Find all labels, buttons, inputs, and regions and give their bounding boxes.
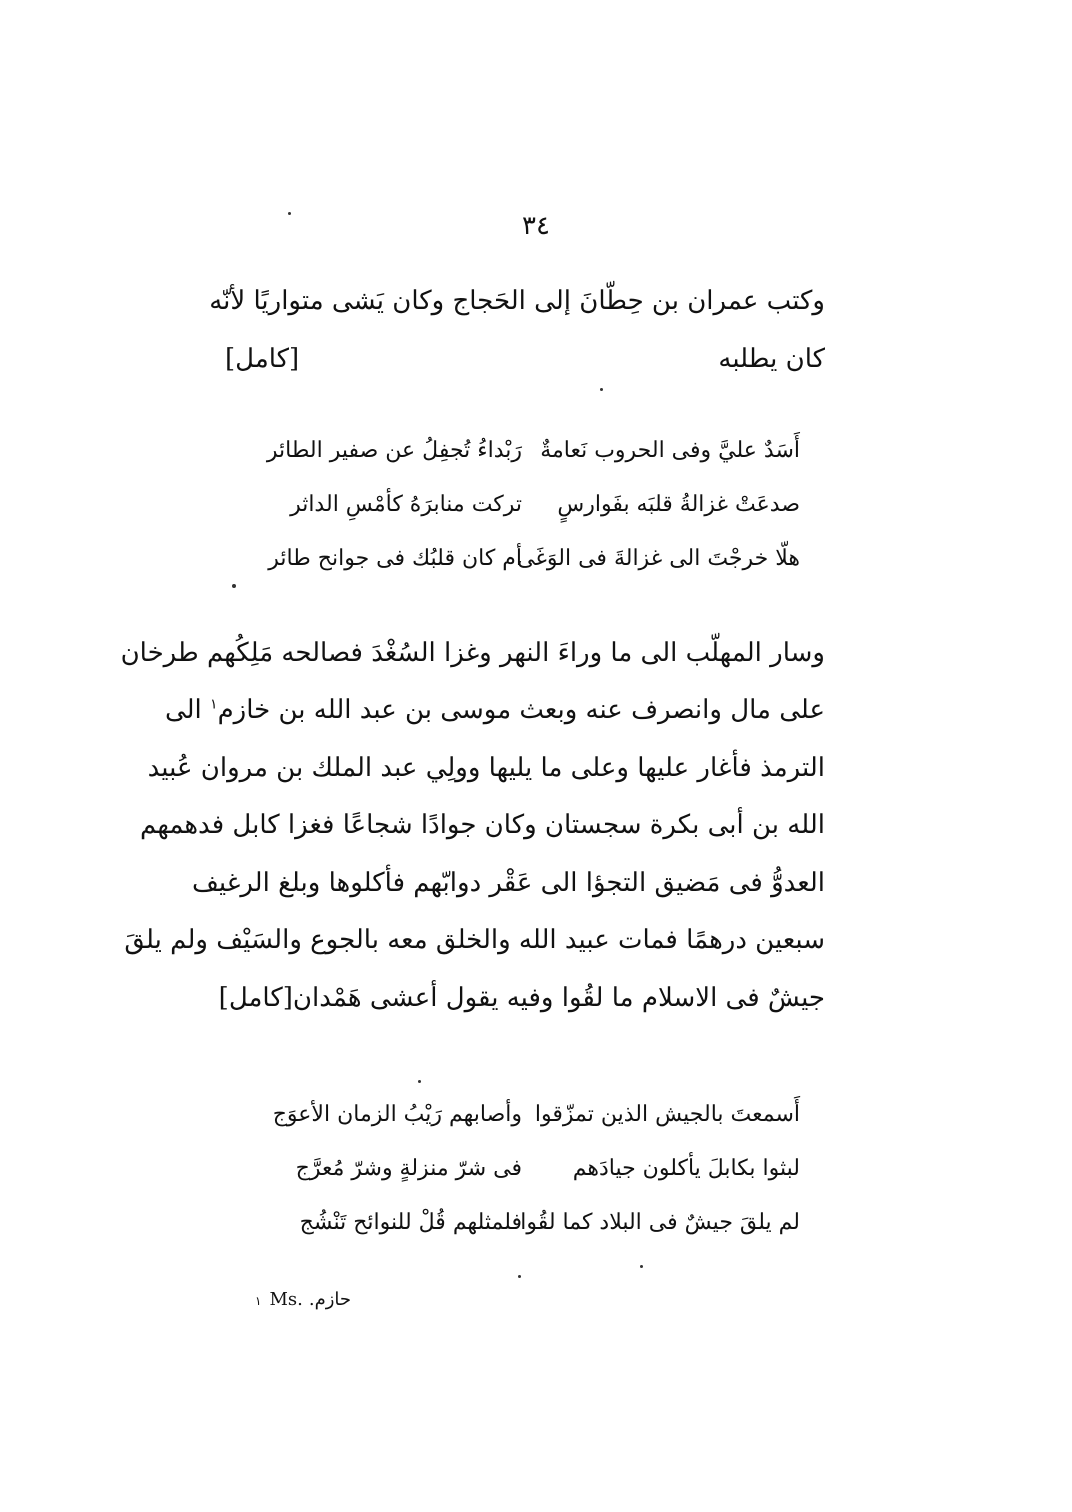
poem-1-verse-3 [255, 532, 800, 586]
scan-speck [232, 584, 236, 588]
main-line-5 [191, 854, 825, 912]
main-line-3-text: الترمذ فأغار عليها وعلى ما يليها وولِي عبد الملك بن مروان عُبيد [147, 752, 825, 783]
main-line-1-text: وسار المهلّب الى ما وراءَ النهر وغزا السُغْدَ فصالحه مَلِكُهم طرخان [120, 637, 825, 668]
poem-2-verse-3-first: لم يلقَ جيشٌ فى البلاد كما لقُوا [520, 1210, 800, 1235]
poem-2-verse-2-first: لبثوا بكابلَ يأكلون جيادَهم [572, 1156, 800, 1181]
footnote [255, 1283, 455, 1317]
poem-1-verse-1 [255, 424, 800, 478]
main-paragraph [120, 624, 825, 1027]
poem-2 [255, 1088, 800, 1250]
footnote-reference[interactable]: ١ [210, 696, 218, 713]
poem-1-verse-2 [255, 478, 800, 532]
poem-2-verse-2 [255, 1142, 800, 1196]
main-line-5-text: العدوُّ فى مَضيق التجؤا الى عَقْر دوابّهم فأكلوها وبلغ الرغيف [191, 867, 825, 898]
poem-2-verse-1-first: أَسمعتَ بالجيش الذين تمزّقوا [534, 1102, 800, 1127]
poem-1-verse-2-second: تركت منابرَهُ كأمْسِ الداثر [290, 492, 523, 517]
main-meter-label: [كامل] [218, 982, 293, 1013]
main-line-6 [124, 912, 825, 970]
main-line-1 [120, 624, 825, 682]
main-line-4 [140, 797, 825, 855]
intro-line-2 [225, 330, 825, 388]
poem-2-verse-3 [255, 1196, 800, 1250]
intro-paragraph [209, 272, 825, 388]
main-line-6-text: سبعين درهمًا فمات عبيد الله والخلق معه بالجوع والسَيْف ولم يلقَ [124, 925, 825, 956]
intro-line-1 [209, 272, 825, 330]
footnote-mark: ١ [255, 1294, 262, 1308]
main-line-7 [218, 969, 825, 1027]
intro-line-2-text: كان يطلبه [718, 344, 825, 374]
poem-1-verse-2-first: صدعَتْ غزالةُ قلبَه بفَوارسٍ [557, 492, 800, 517]
poem-1-verse-1-second: رَبْداءُ تُجفِلُ عن صفير الطائر [266, 438, 523, 463]
poem-1-verse-3-second: أم كان قلبُك فى جوانح طائر [268, 546, 523, 571]
page-number: ٣٤ [522, 211, 550, 241]
poem-2-verse-1 [255, 1088, 800, 1142]
scan-speck [640, 1265, 643, 1268]
main-line-2-end: الى [164, 695, 202, 726]
footnote-ms-abbrev: Ms. [269, 1289, 303, 1310]
scan-speck [418, 1080, 421, 1083]
main-line-4-text: الله بن أبى بكرة سجستان وكان جوادًا شجاعًا فغزا كابل فدهمهم [140, 810, 825, 841]
main-line-2 [164, 682, 825, 740]
scan-speck [288, 212, 291, 215]
scan-speck [600, 388, 603, 391]
main-line-2-text: على مال وانصرف عنه وبعث موسى بن عبد الله بن خازم [217, 695, 825, 726]
intro-meter-label: [كامل] [225, 344, 300, 374]
poem-1-verse-1-first: أَسَدٌ عليَّ وفى الحروب نَعامةٌ [540, 438, 800, 463]
poem-1-verse-3-first: هلّا خرجْتَ الى غزالةَ فى الوَغَى [517, 546, 800, 571]
poem-1 [255, 424, 800, 586]
poem-2-verse-1-second: وأصابهم رَيْبُ الزمان الأعوَج [272, 1102, 523, 1127]
scan-speck [518, 1275, 521, 1278]
footnote-variant-word: حازم. [308, 1289, 352, 1310]
poem-2-verse-2-second: فى شرّ منزلةٍ وشرّ مُعرَّج [295, 1156, 523, 1181]
main-line-3 [147, 739, 825, 797]
intro-line-1-text: وكتب عمران بن حِطّانَ إلى الحَجاج وكان يَشى متواريًا لأنّه [209, 286, 825, 316]
main-line-2-wrap [165, 693, 825, 727]
main-line-7-text: جيشٌ فى الاسلام ما لقُوا وفيه يقول أعشى هَمْدان [292, 982, 825, 1013]
poem-2-verse-3-second: فلمثلهم قُلْ للنوائح تَنْشُج [299, 1210, 523, 1235]
